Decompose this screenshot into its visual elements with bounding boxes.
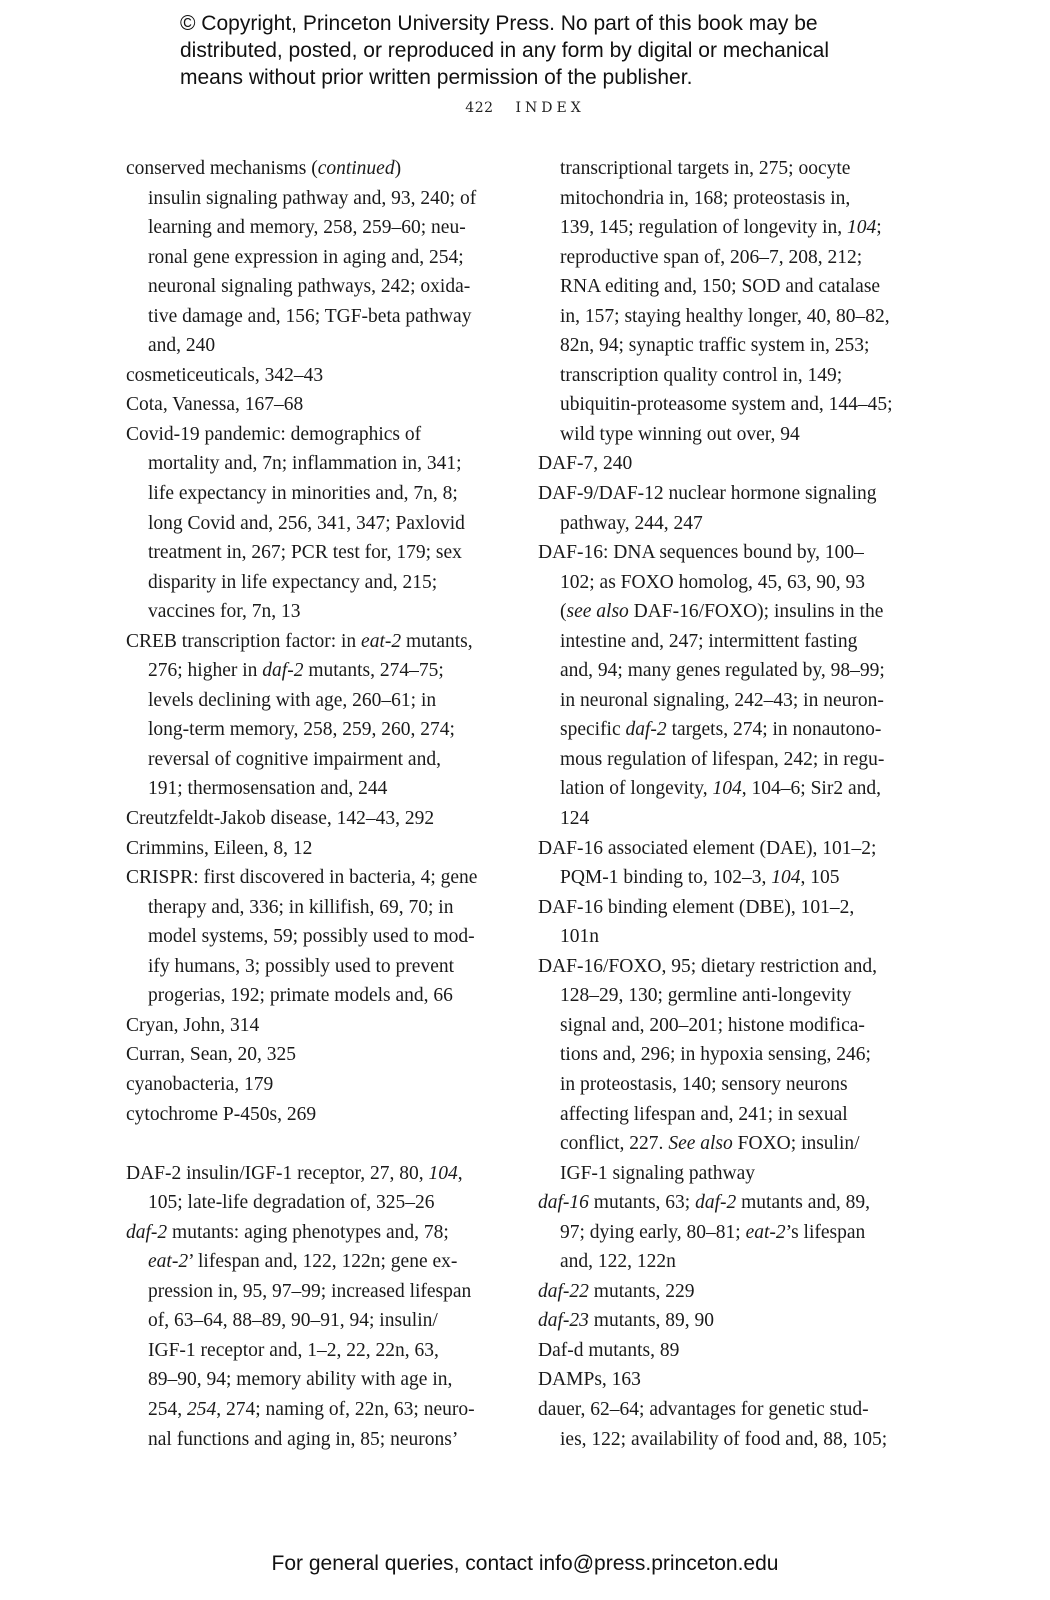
index-entry-line: cytochrome P-450s, 269 [126, 1103, 317, 1125]
index-entry-line: daf-2 mutants: aging phenotypes and, 78; [126, 1221, 449, 1243]
index-entry-line: and, 94; many genes regulated by, 98–99; [560, 660, 885, 682]
index-entry-line: cosmeticeuticals, 342–43 [126, 364, 324, 386]
index-entry-line: mitochondria in, 168; proteostasis in, [560, 187, 851, 209]
running-head [0, 100, 1050, 116]
index-entry [126, 361, 526, 391]
index-entry-line: daf-23 mutants, 89, 90 [538, 1310, 715, 1332]
index-entry [538, 154, 938, 449]
index-entry-line: DAF-16/FOXO, 95; dietary restriction and, [538, 955, 878, 977]
index-entry-line: (see also DAF-16/FOXO); insulins in the [560, 601, 884, 623]
index-entry [538, 449, 938, 479]
index-entry-line: IGF-1 signaling pathway [560, 1162, 755, 1184]
index-entry-line: Creutzfeldt-Jakob disease, 142–43, 292 [126, 808, 435, 830]
index-entry-line: 97; dying early, 80–81; eat-2’s lifespan [560, 1221, 866, 1243]
index-entry [126, 1040, 526, 1070]
index-entry [538, 952, 938, 1188]
index-entry [538, 1336, 938, 1366]
index-entry-line: CREB transcription factor: in eat-2 mutants, [126, 630, 473, 652]
index-entry-line: 128–29, 130; germline anti-longevity [560, 985, 852, 1007]
index-entry-line: conflict, 227. See also FOXO; insulin/ [560, 1133, 860, 1155]
index-entry-line: signal and, 200–201; histone modifica- [560, 1014, 865, 1036]
index-entry-line: learning and memory, 258, 259–60; neu- [148, 217, 466, 239]
index-entry-line: in proteostasis, 140; sensory neurons [560, 1073, 848, 1095]
index-entry-line: affecting lifespan and, 241; in sexual [560, 1103, 848, 1125]
index-entry-line: levels declining with age, 260–61; in [148, 689, 437, 711]
index-entry-line: PQM-1 binding to, 102–3, 104, 105 [560, 867, 840, 889]
index-entry-line: lation of longevity, 104, 104–6; Sir2 and, [560, 778, 882, 800]
index-entry-line: transcription quality control in, 149; [560, 364, 843, 386]
copyright-line: © Copyright, Princeton University Press. No part of this book may be [180, 12, 818, 35]
index-entry [126, 1159, 526, 1218]
index-entry-line: 191; thermosensation and, 244 [148, 778, 388, 800]
index-entry-line: eat-2’ lifespan and, 122, 122n; gene ex- [148, 1251, 458, 1273]
index-entry-line: 89–90, 94; memory ability with age in, [148, 1369, 453, 1391]
index-entry [538, 1365, 938, 1395]
index-entry [126, 834, 526, 864]
index-entry [126, 154, 526, 361]
index-entry-line: Cryan, John, 314 [126, 1014, 260, 1036]
index-entry [538, 1395, 938, 1454]
index-entry-line: neuronal signaling pathways, 242; oxida- [148, 276, 471, 298]
index-entry [126, 420, 526, 627]
index-entry-line: DAF-7, 240 [538, 453, 633, 475]
index-entry-line: Covid-19 pandemic: demographics of [126, 423, 422, 445]
index-entry [538, 1306, 938, 1336]
index-entry [126, 1070, 526, 1100]
index-entry-line: vaccines for, 7n, 13 [148, 601, 301, 623]
page-number: 422 [465, 100, 494, 116]
index-entry-line: life expectancy in minorities and, 7n, 8; [148, 483, 458, 505]
index-entry-line: DAF-16 binding element (DBE), 101–2, [538, 896, 855, 918]
index-entry-line: long-term memory, 258, 259, 260, 274; [148, 719, 455, 741]
index-entry [538, 538, 938, 833]
index-entry-line: nal functions and aging in, 85; neurons’ [148, 1428, 459, 1450]
index-entry-line: Daf-d mutants, 89 [538, 1339, 680, 1361]
footer-contact: For general queries, contact info@press.princeton.edu [271, 1552, 779, 1575]
index-entry-line: 102; as FOXO homolog, 45, 63, 90, 93 [560, 571, 865, 593]
index-entry-line: model systems, 59; possibly used to mod- [148, 926, 475, 948]
index-entry-line: treatment in, 267; PCR test for, 179; sex [148, 542, 462, 564]
section-title: INDEX [515, 100, 585, 116]
index-entry [538, 479, 938, 538]
index-entry [126, 804, 526, 834]
index-entry-line: 139, 145; regulation of longevity in, 104; [560, 217, 882, 239]
index-entry-line: 124 [560, 808, 590, 830]
index-entry-line: of, 63–64, 88–89, 90–91, 94; insulin/ [148, 1310, 438, 1332]
index-entry-line: ies, 122; availability of food and, 88, 105; [560, 1428, 888, 1450]
index-entry-line: and, 122, 122n [560, 1251, 676, 1273]
index-entry-line: tions and, 296; in hypoxia sensing, 246; [560, 1044, 871, 1066]
index-entry-line: 105; late-life degradation of, 325–26 [148, 1192, 435, 1214]
index-entry-line: cyanobacteria, 179 [126, 1073, 274, 1095]
index-entry [126, 1011, 526, 1041]
index-entry [126, 1100, 526, 1130]
index-entry-line: pathway, 244, 247 [560, 512, 703, 534]
letter-group-gap [126, 1129, 526, 1159]
index-entry [126, 390, 526, 420]
index-entry [538, 893, 938, 952]
index-entry-line: and, 240 [148, 335, 216, 357]
index-entry-line: Crimmins, Eileen, 8, 12 [126, 837, 313, 859]
index-entry-line: in, 157; staying healthy longer, 40, 80–82, [560, 305, 890, 327]
index-entry-line: ronal gene expression in aging and, 254; [148, 246, 464, 268]
index-entry-line: conserved mechanisms (continued) [126, 158, 402, 179]
index-entry-line: therapy and, 336; in killifish, 69, 70; in [148, 896, 454, 918]
index-entry [126, 863, 526, 1011]
index-entry [538, 1277, 938, 1307]
index-entry-line: mous regulation of lifespan, 242; in regu- [560, 748, 885, 770]
index-column-right [538, 154, 938, 1454]
index-entry-line: 101n [560, 926, 599, 948]
index-entry-line: IGF-1 receptor and, 1–2, 22, 22n, 63, [148, 1339, 439, 1361]
index-entry-line: CRISPR: first discovered in bacteria, 4; gene [126, 867, 478, 889]
index-entry-line: ify humans, 3; possibly used to prevent [148, 955, 455, 977]
index-entry-line: disparity in life expectancy and, 215; [148, 571, 438, 593]
index-entry-line: wild type winning out over, 94 [560, 423, 800, 445]
index-entry-line: mortality and, 7n; inflammation in, 341; [148, 453, 462, 475]
index-entry-line: daf-16 mutants, 63; daf-2 mutants and, 89, [538, 1192, 871, 1214]
index-entry-line: 254, 254, 274; naming of, 22n, 63; neuro- [148, 1398, 475, 1420]
index-entry-line: DAF-16: DNA sequences bound by, 100– [538, 542, 864, 564]
index-entry-line: reversal of cognitive impairment and, [148, 748, 441, 770]
copyright-line: distributed, posted, or reproduced in any form by digital or mechanical [180, 39, 830, 62]
index-entry-line: 82n, 94; synaptic traffic system in, 253; [560, 335, 870, 357]
index-entry [538, 1188, 938, 1277]
index-entry-line: DAF-2 insulin/IGF-1 receptor, 27, 80, 104, [126, 1162, 463, 1184]
index-entry-line: dauer, 62–64; advantages for genetic stud- [538, 1398, 869, 1420]
index-entry-line: Curran, Sean, 20, 325 [126, 1044, 297, 1066]
index-entry [126, 1218, 526, 1454]
index-entry-line: Cota, Vanessa, 167–68 [126, 394, 304, 416]
index-entry-line: tive damage and, 156; TGF-beta pathway [148, 305, 472, 327]
index-entry-line: ubiquitin-proteasome system and, 144–45; [560, 394, 893, 416]
index-entry-line: intestine and, 247; intermittent fasting [560, 630, 858, 652]
index-entry-line: pression in, 95, 97–99; increased lifespan [148, 1280, 472, 1302]
index-entry-line: long Covid and, 256, 341, 347; Paxlovid [148, 512, 465, 534]
index-entry-line: in neuronal signaling, 242–43; in neuron- [560, 689, 884, 711]
index-entry-line: reproductive span of, 206–7, 208, 212; [560, 246, 863, 268]
index-entry-line: DAF-16 associated element (DAE), 101–2; [538, 837, 877, 859]
index-entry-line: transcriptional targets in, 275; oocyte [560, 158, 851, 179]
index-entry [126, 627, 526, 804]
index-entry-line: DAF-9/DAF-12 nuclear hormone signaling [538, 483, 877, 505]
copyright-line: means without prior written permission of the publisher. [180, 66, 693, 89]
index-entry-line: 276; higher in daf-2 mutants, 274–75; [148, 660, 444, 682]
index-column-left [126, 154, 526, 1454]
index-entry-line: daf-22 mutants, 229 [538, 1280, 695, 1302]
index-entry [538, 834, 938, 893]
index-entry-line: RNA editing and, 150; SOD and catalase [560, 276, 881, 298]
index-entry-line: DAMPs, 163 [538, 1369, 641, 1391]
copyright-notice [180, 10, 940, 91]
index-entry-line: insulin signaling pathway and, 93, 240; of [148, 187, 477, 209]
index-entry-line: specific daf-2 targets, 274; in nonautono- [560, 719, 882, 741]
index-entry-line: progerias, 192; primate models and, 66 [148, 985, 453, 1007]
